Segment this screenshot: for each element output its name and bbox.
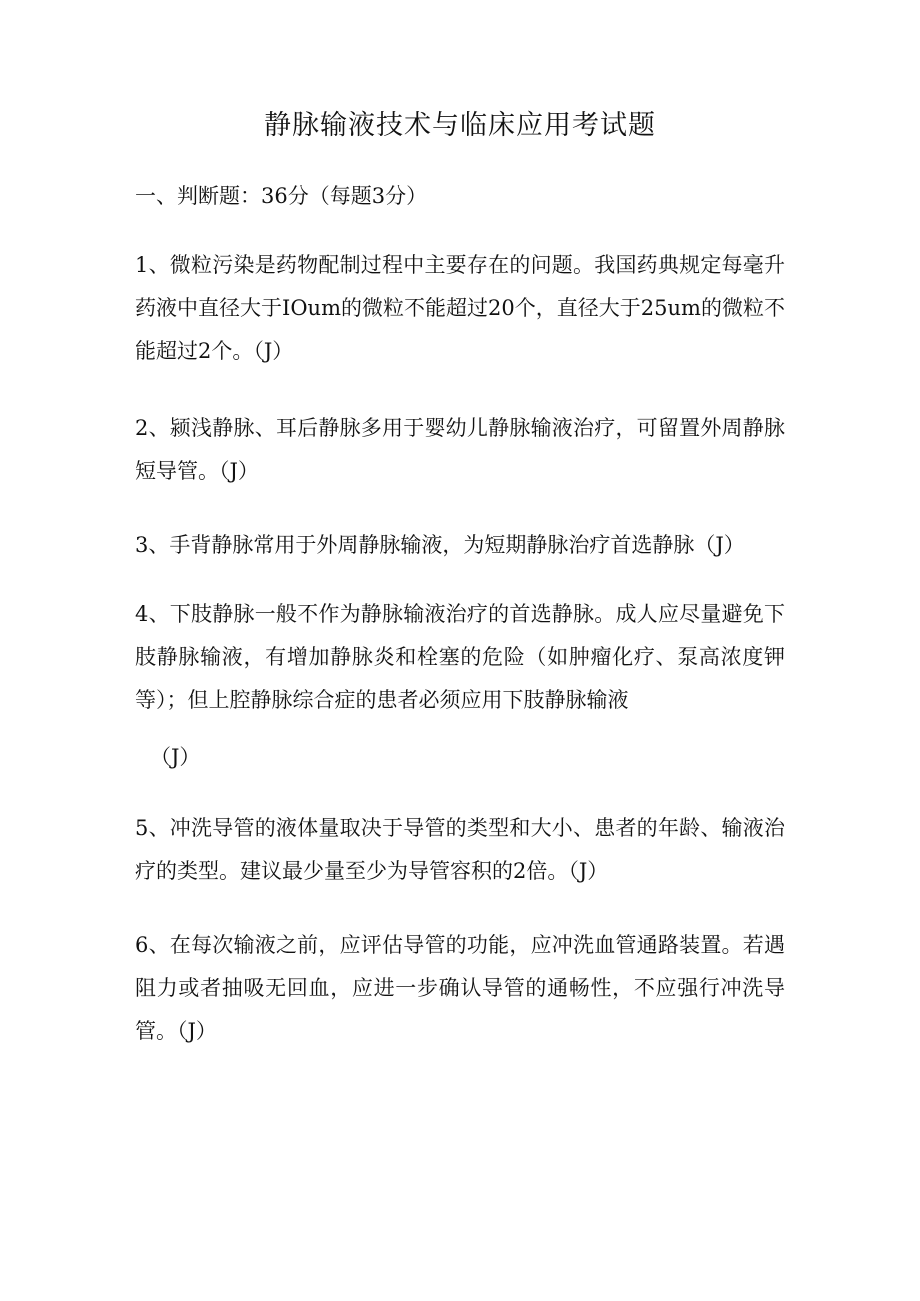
question-4-answer: （J） bbox=[150, 745, 201, 769]
question-3: 3、手背静脉常用于外周静脉输液，为短期静脉治疗首选静脉（J） bbox=[135, 533, 745, 557]
question-1: 1、微粒污染是药物配制过程中主要存在的问题。我国药典规定每毫升药液中直径大于IOum的微粒不能超过20个，直径大于25um的微粒不能超过2个。（J） bbox=[135, 253, 785, 363]
question-4: 4、下肢静脉一般不作为静脉输液治疗的首选静脉。成人应尽量避免下肢静脉输液，有增加静脉炎和栓塞的危险（如肿瘤化疗、泵高浓度钾等）；但上腔静脉综合症的患者必须应用下肢静脉输液 bbox=[135, 602, 785, 712]
question-2: 2、颍浅静脉、耳后静脉多用于婴幼儿静脉输液治疗，可留置外周静脉短导管。（J） bbox=[135, 416, 785, 483]
question-6: 6、在每次输液之前，应评估导管的功能，应冲洗血管通路装置。若遇阻力或者抽吸无回血，应进一步确认导管的通畅性，不应强行冲洗导管。（J） bbox=[135, 933, 785, 1043]
question-5: 5、冲洗导管的液体量取决于导管的类型和大小、患者的年龄、输液治疗的类型。建议最少量至少为导管容积的2倍。（J） bbox=[135, 816, 785, 883]
section-heading: 一、判断题：36分（每题3分） bbox=[135, 184, 428, 208]
document-title: 静脉输液技术与临床应用考试题 bbox=[264, 110, 656, 141]
